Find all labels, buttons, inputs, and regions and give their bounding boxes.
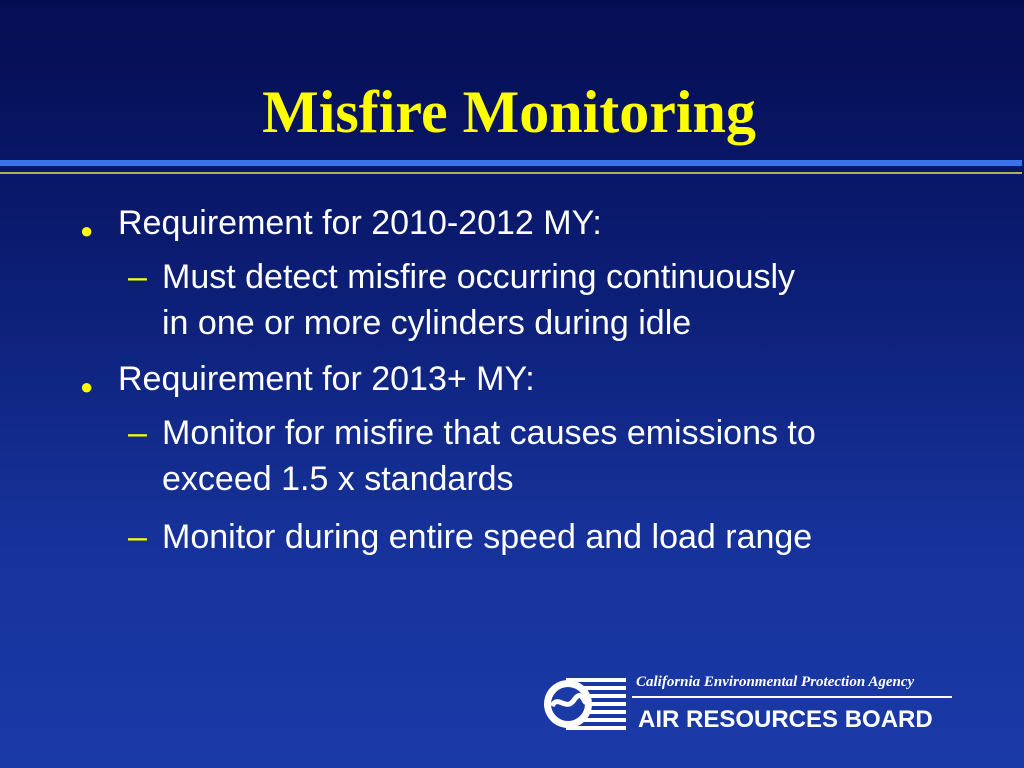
sub-bullet-text-line: Must detect misfire occurring continuously [162,258,796,296]
bullet-dot-icon: ● [80,374,94,399]
bullet-item [0,200,1024,254]
sub-bullet-text-line: Monitor during entire speed and load range [162,518,813,556]
sub-bullet-item-continued [0,456,1024,514]
bullet-dot-icon: ● [80,218,94,243]
bullet-text: Requirement for 2013+ MY: [118,360,535,398]
dash-icon: – [128,258,147,296]
arb-logo-icon [542,676,626,732]
bullet-text: Requirement for 2010-2012 MY: [118,204,602,242]
agency-name: California Environmental Protection Agency [636,674,915,690]
bullet-item [0,356,1024,410]
slide-title: Misfire Monitoring [262,79,756,145]
footer-divider [632,696,952,698]
title-divider-thick [0,160,1022,166]
sub-bullet-text-line: in one or more cylinders during idle [162,304,692,342]
sub-bullet-item-continued [0,300,1024,356]
dash-icon: – [128,518,147,556]
sub-bullet-item [0,410,1024,456]
sub-bullet-text-line: exceed 1.5 x standards [162,460,514,498]
sub-bullet-item [0,254,1024,300]
dash-icon: – [128,414,147,452]
title-divider-thin [0,172,1022,174]
slide-body [0,200,1024,560]
board-name: AIR RESOURCES BOARD [638,706,933,733]
sub-bullet-item [0,514,1024,560]
sub-bullet-text-line: Monitor for misfire that causes emissions to [162,414,816,452]
